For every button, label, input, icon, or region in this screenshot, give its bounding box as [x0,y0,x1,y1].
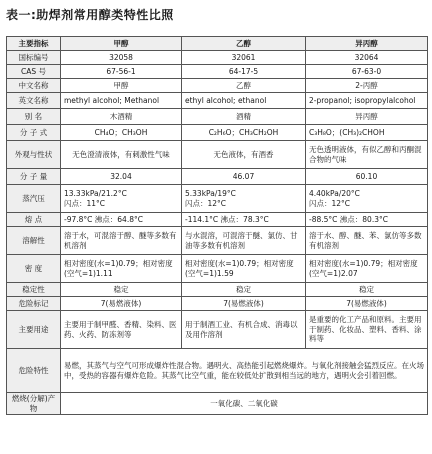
table-cell: 乙醇 [182,79,306,93]
row-label: 中文名称 [7,79,61,93]
table-cell: 无色澄清液体，有刺激性气味 [61,141,182,169]
table-title: 表一:助焊剂常用醇类特性比照 [6,8,174,22]
table-cell: 稳定 [182,283,306,297]
table-cell: 稳定 [61,283,182,297]
table-cell: 7(易燃液体) [61,297,182,311]
row-label: CAS 号 [7,65,61,79]
hazard-row [7,349,428,393]
row-label: 英文名称 [7,93,61,109]
table-cell: 32061 [182,51,306,65]
table-cell: -114.1°C 沸点：78.3°C [182,213,306,227]
table-row [7,255,428,283]
table-cell: 60.10 [306,169,428,185]
table-cell: 32064 [306,51,428,65]
combustion-text: 一氧化碳、二氧化碳 [61,393,428,415]
table-cell: 木酒精 [61,109,182,125]
table-cell: 7(易燃液体) [182,297,306,311]
table-cell: 32058 [61,51,182,65]
table-cell: 相对密度(水=1)0.79；相对密度(空气=1)2.07 [306,255,428,283]
row-label: 国标编号 [7,51,61,65]
table-cell: 异丙醇 [306,109,428,125]
table-cell: 7(易燃液体) [306,297,428,311]
table-cell: 稳定 [306,283,428,297]
row-label: 稳定性 [7,283,61,297]
hazard-text: 易燃，其蒸气与空气可形成爆炸性混合物。遇明火、高热能引起燃烧爆炸。与氧化剂接触会猛烈反应。在火场中，受热的容器有爆炸危险。其蒸气比空气重，能在较低处扩散到相当远的地方，遇明火会引着回燃。 [61,349,428,393]
table-row [7,141,428,169]
table-header-row [7,37,428,51]
table-row [7,51,428,65]
table-row [7,283,428,297]
row-label: 分 子 式 [7,125,61,141]
table-cell: 是重要的化工产品和原料。主要用于制药、化妆品、塑料、香料、涂料等 [306,311,428,349]
table-cell: CH₄O；CH₃OH [61,125,182,141]
hazard-label: 危险特性 [7,349,61,393]
table-cell: 2-丙醇 [306,79,428,93]
table-cell: 2-propanol; isopropylalcohol [306,93,428,109]
table-cell: 溶于水、醇、醚、苯、氯仿等多数有机溶剂 [306,227,428,255]
header-cell-isopropanol: 异丙醇 [306,37,428,51]
row-label: 溶解性 [7,227,61,255]
table-cell: 主要用于制甲醛、香精、染料、医药、火药、防冻剂等 [61,311,182,349]
row-label: 外观与性状 [7,141,61,169]
header-cell-ethanol: 乙醇 [182,37,306,51]
table-row [7,297,428,311]
row-label: 蒸汽压 [7,185,61,213]
table-row [7,93,428,109]
table-cell: 相对密度(水=1)0.79；相对密度(空气=1)1.11 [61,255,182,283]
row-label: 危险标记 [7,297,61,311]
table-cell: 溶于水，可混溶于醇、醚等多数有机溶剂 [61,227,182,255]
combustion-label: 燃烧(分解)产物 [7,393,61,415]
table-cell: 无色液体，有酒香 [182,141,306,169]
table-cell: 13.33kPa/21.2°C 闪点：11°C [61,185,182,213]
table-cell: methyl alcohol; Methanol [61,93,182,109]
table-cell: C₃H₈O；(CH₃)₂CHOH [306,125,428,141]
comparison-table [6,36,428,415]
table-cell: 酒精 [182,109,306,125]
table-cell: 5.33kPa/19°C 闪点：12°C [182,185,306,213]
table-cell: C₂H₆O；CH₃CH₂OH [182,125,306,141]
header-cell-methanol: 甲醇 [61,37,182,51]
table-cell: 用于制酒工业、有机合成、消毒以及用作溶剂 [182,311,306,349]
table-cell: 67-63-0 [306,65,428,79]
table-row [7,311,428,349]
table-cell: -88.5°C 沸点：80.3°C [306,213,428,227]
table-cell: 46.07 [182,169,306,185]
row-label: 密 度 [7,255,61,283]
row-label: 别 名 [7,109,61,125]
table-cell: 4.40kPa/20°C 闪点：12°C [306,185,428,213]
row-label: 分 子 量 [7,169,61,185]
table-cell: 甲醇 [61,79,182,93]
combustion-row [7,393,428,415]
table-row [7,79,428,93]
header-cell-indicator: 主要指标 [7,37,61,51]
table-cell: 67-56-1 [61,65,182,79]
table-row [7,185,428,213]
table-row [7,227,428,255]
row-label: 熔 点 [7,213,61,227]
table-row [7,213,428,227]
table-row [7,65,428,79]
table-cell: 32.04 [61,169,182,185]
table-cell: 64-17-5 [182,65,306,79]
table-cell: 无色透明液体，有似乙醇和丙酮混合物的气味 [306,141,428,169]
table-cell: -97.8°C 沸点：64.8°C [61,213,182,227]
table-row [7,125,428,141]
table-cell: ethyl alcohol; ethanol [182,93,306,109]
table-row [7,169,428,185]
table-cell: 与水混溶，可混溶于醚、氯仿、甘油等多数有机溶剂 [182,227,306,255]
table-cell: 相对密度(水=1)0.79；相对密度(空气=1)1.59 [182,255,306,283]
table-row [7,109,428,125]
row-label: 主要用途 [7,311,61,349]
